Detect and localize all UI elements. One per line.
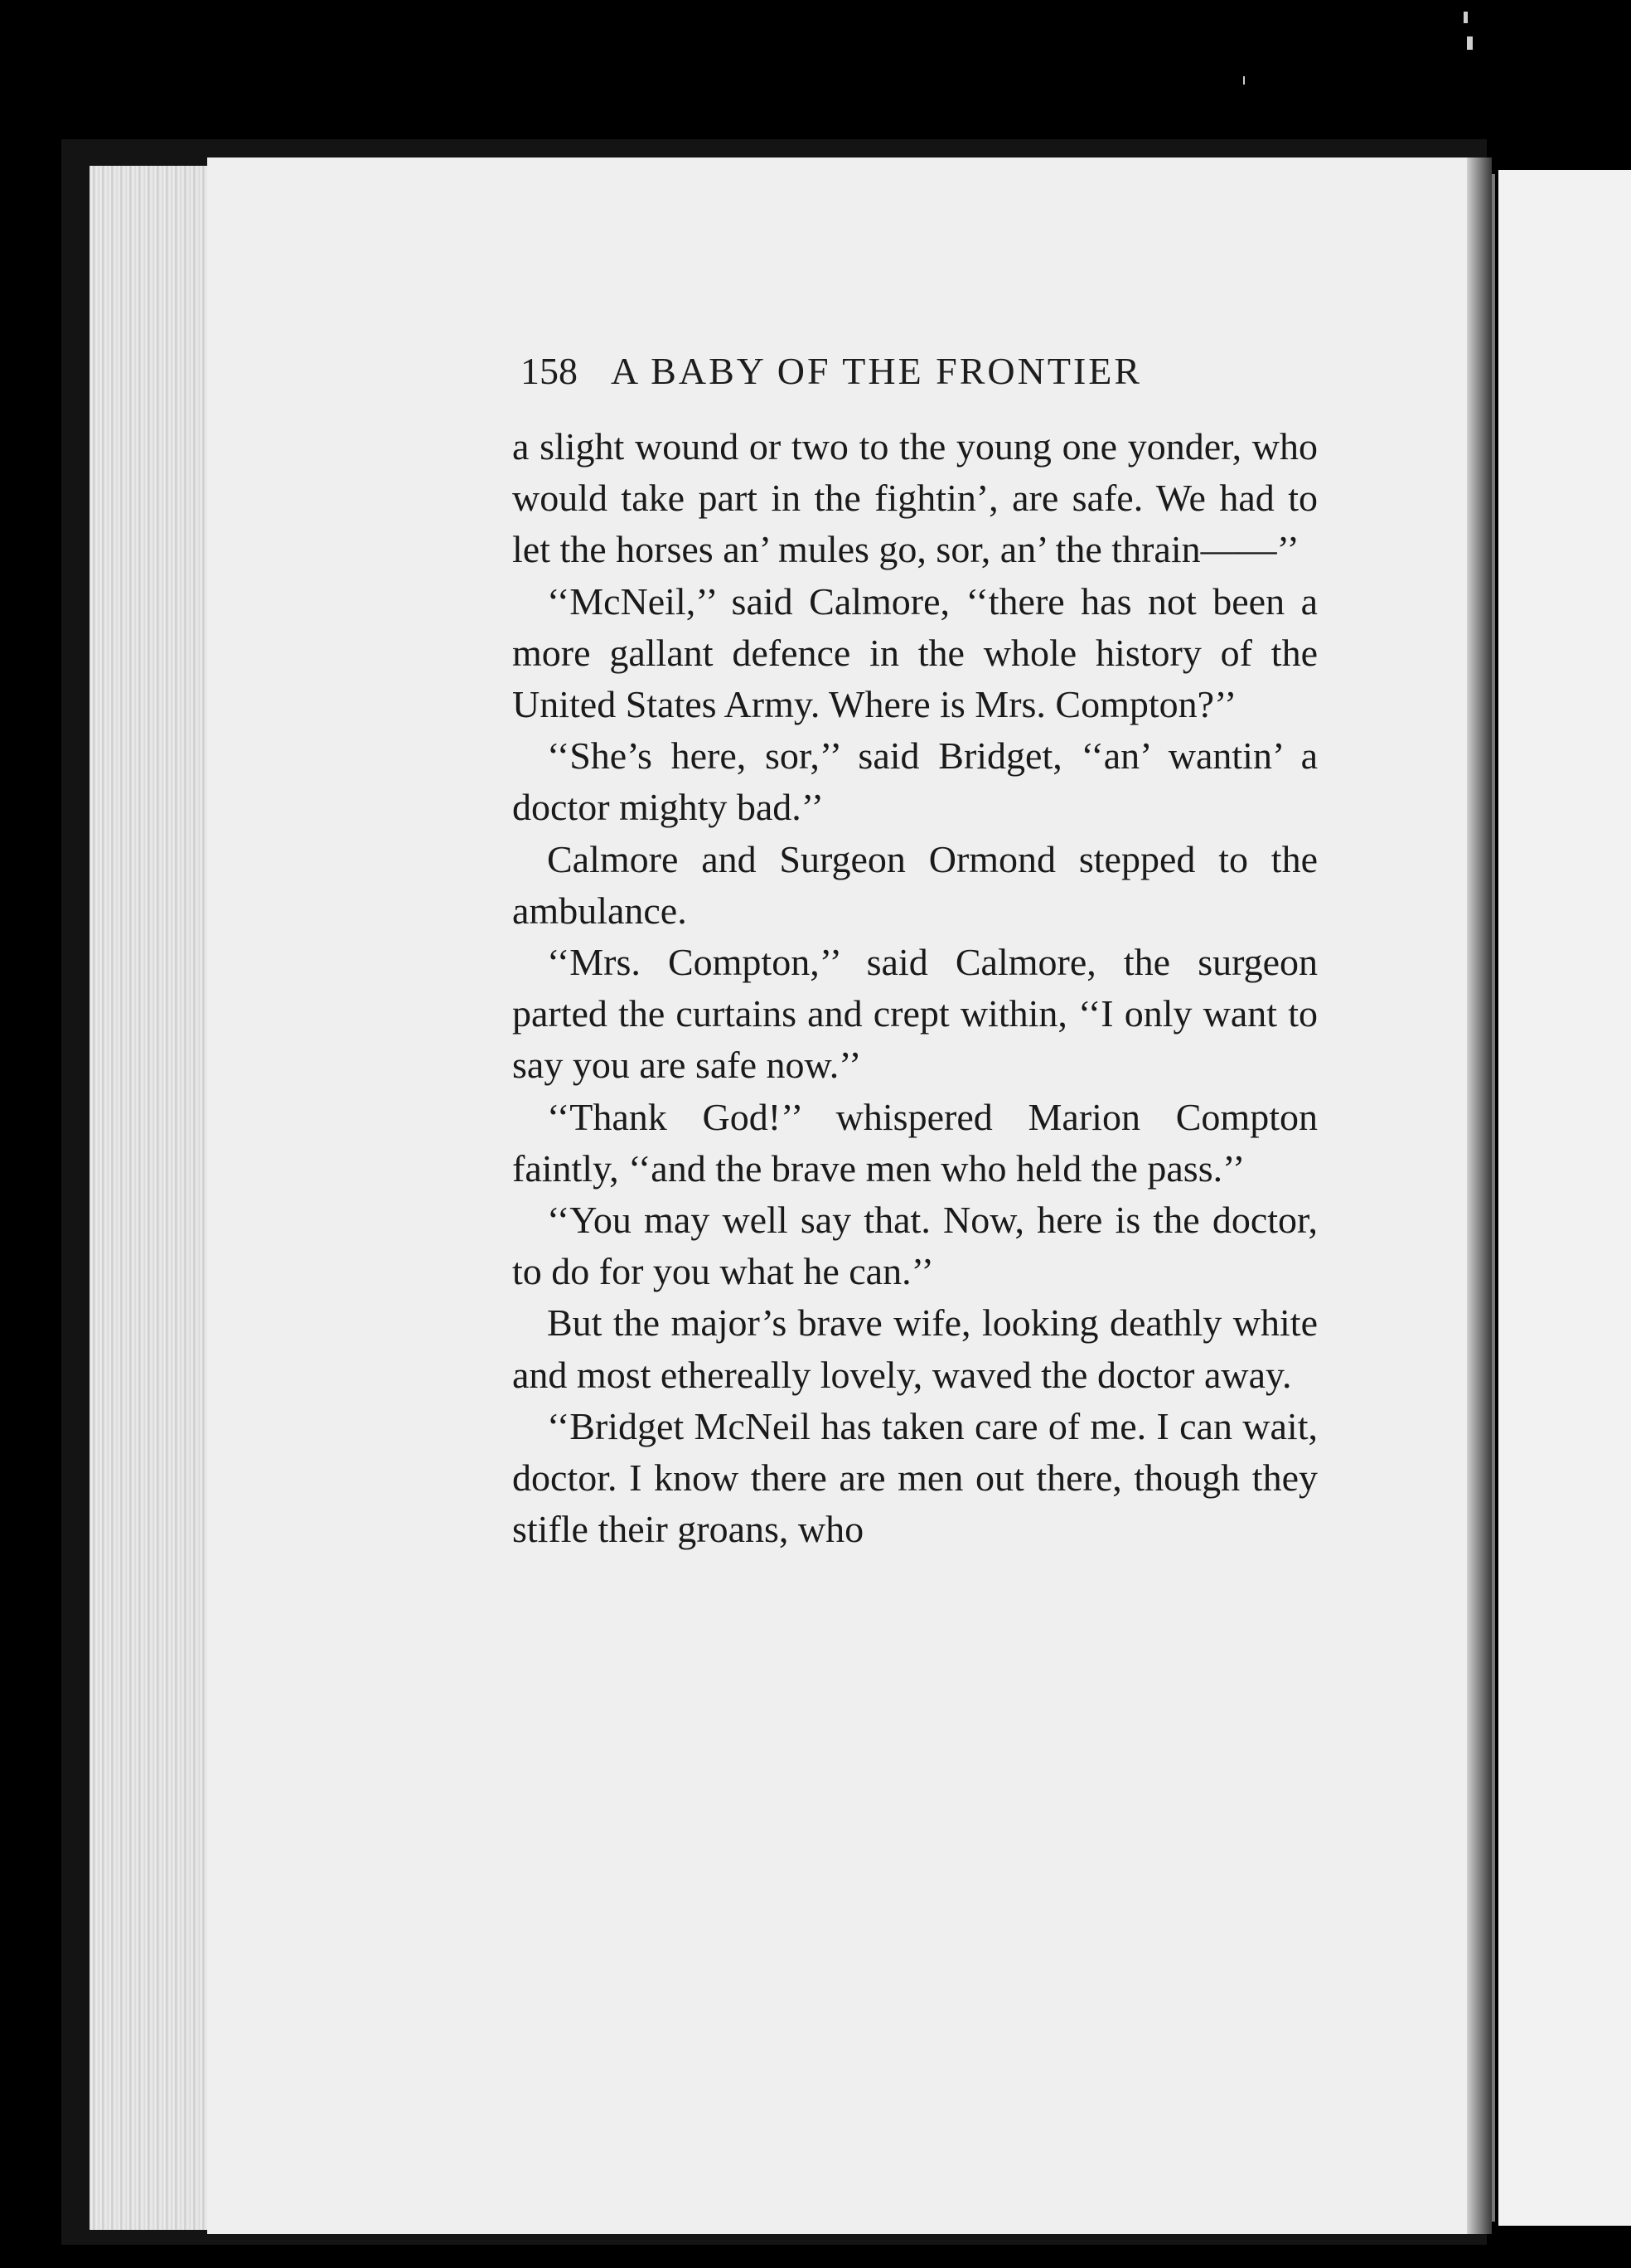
- facing-page-edge: [1498, 170, 1631, 2226]
- scan-speck: [1243, 76, 1245, 85]
- paragraph: ‘‘Mrs. Compton,’’ said Calmore, the surgeon parted the curtains and crept within, ‘‘I only want to say you are safe now.’’: [512, 941, 1318, 1087]
- running-head: [520, 346, 1192, 396]
- paragraph: ‘‘Bridget McNeil has taken care of me. I can wait, doctor. I know there are men out there, though they stifle their groans, who: [512, 1404, 1318, 1551]
- gutter-shadow: [1467, 158, 1492, 2234]
- paragraph: a slight wound or two to the young one yonder, who would take part in the fightin’, are safe. We had to let the horses an’ mules go, sor, an’ the thrain——’’: [512, 425, 1318, 571]
- page-number: 158: [520, 350, 578, 392]
- paragraph: ‘‘McNeil,’’ said Calmore, ‘‘there has not been a more gallant defence in the whole history of the United States Army. Where is Mrs. Compton?’’: [512, 579, 1318, 726]
- book-title: A BABY OF THE FRONTIER: [611, 350, 1143, 392]
- paragraph: But the major’s brave wife, looking deathly white and most ethereally lovely, waved the doctor away.: [512, 1301, 1318, 1396]
- paragraph: ‘‘Thank God!’’ whispered Marion Compton faintly, ‘‘and the brave men who held the pass.’’: [512, 1095, 1318, 1190]
- gutter-line: [1492, 174, 1495, 2222]
- page-edges: [90, 166, 214, 2230]
- scan-speck: [1464, 12, 1468, 23]
- scan-speck: [1467, 36, 1473, 50]
- paragraph: ‘‘She’s here, sor,’’ said Bridget, ‘‘an’ wantin’ a doctor mighty bad.’’: [512, 734, 1318, 829]
- paragraph: ‘‘You may well say that. Now, here is the doctor, to do for you what he can.’’: [512, 1199, 1318, 1293]
- paragraph: Calmore and Surgeon Ormond stepped to the ambulance.: [512, 837, 1318, 932]
- body-text: [512, 421, 1318, 1555]
